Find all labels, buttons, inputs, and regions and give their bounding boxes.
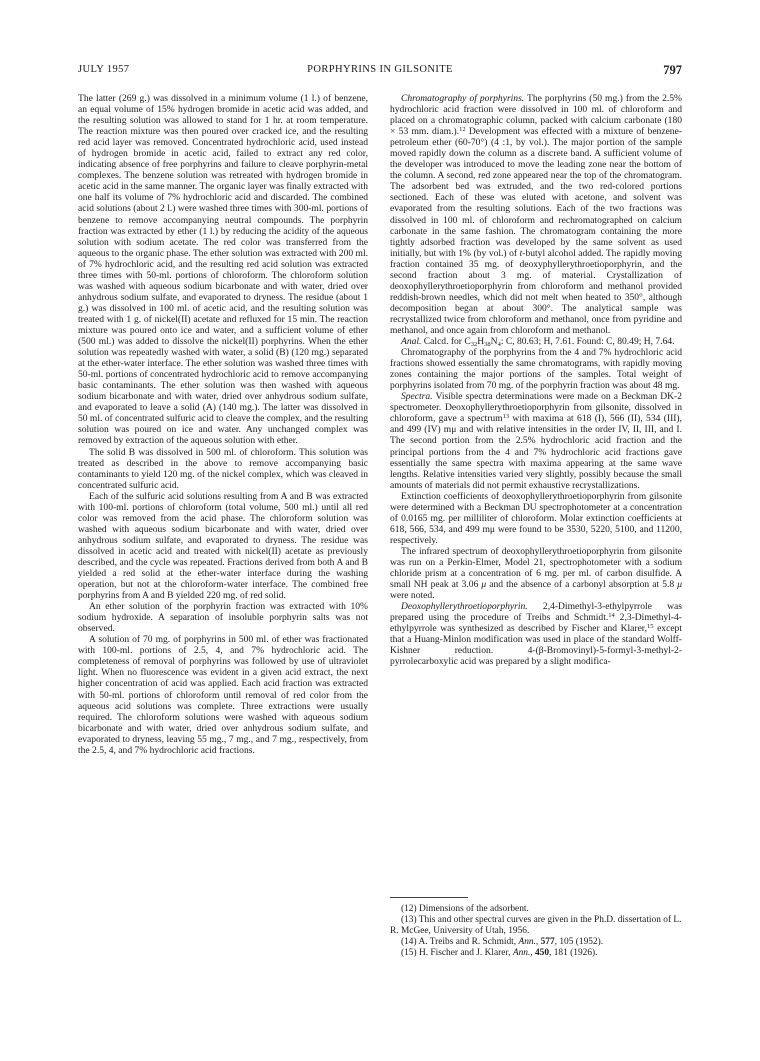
right-column — [390, 93, 682, 667]
running-header — [78, 64, 682, 80]
text-run: : C, 80.63; H, 7.61. Found: C, 80.49; H, 7.64. — [500, 336, 675, 348]
text-run: with maxima at 618 (I), 566 (II), 534 (III), and 499 (IV) mμ and with relative intensities in the order IV, II, III, and I. The second portion from the 2.5% hydrochloric acid fraction and the principal portions from the 4 and 7% hydrochloric acid fractions gave essentially the same spectra with maxima appearing at the same wave lengths. Relative intensities varied very slightly, possibly because the small amounts of materials did not permit exhaustive recrystallizations. — [390, 413, 682, 491]
footnote — [390, 948, 682, 959]
paragraph-synthesis — [390, 601, 682, 667]
text-run: Calcd. for C — [421, 336, 471, 348]
journal-name: Ann. — [512, 948, 531, 958]
text-run: The infrared spectrum of deoxophyllerythroetioporphyrin from gilsonite was run on a Perkin-Elmer, Model 21, spectrophotometer with a sodium chloride prism at a concentration of 6 mg. per ml. of carbon disulfide. A small NH peak at 3.06 — [390, 545, 682, 591]
journal-name: Ann. — [518, 937, 536, 947]
subscript: 4 — [497, 341, 501, 349]
text-run: -butyl alcohol added. The rapidly moving fraction contained 35 mg. of deoxyphyllerythroetioporphyrin, and the second fraction about 3 mg. of material. Crystallization of deoxophyllerythroetioporphyrin from chloroform and methanol provided reddish-brown needles, which did not melt when heated to 350°, although decomposition began at about 300°. The analytical sample was recrystallized twice from chloroform and methanol, once from pyridine and methanol, and once again from chloroform and methanol. — [390, 247, 683, 336]
paragraph: Extinction coefficients of deoxophyllerythroetioporphyrin from gilsonite were determined with a Beckman DU spectrophotometer at a concentration of 0.0165 mg. per milliliter of chloroform. Molar extinction coefficients at 618, 566, 534, and 499 mμ were found to be 3530, 5220, 5100, and 11200, respectively. — [390, 490, 682, 546]
text-run: , 105 (1952). — [554, 937, 604, 947]
footnotes — [390, 904, 682, 959]
text-run: μ — [677, 579, 682, 591]
paragraph: The solid B was dissolved in 500 ml. of chloroform. This solution was treated as described in the above to remove accompanying basic contaminants to yield 120 mg. of the nickel complex, which was cleaved in concentrated sulfuric acid. — [78, 446, 368, 491]
footnote-divider — [390, 897, 468, 898]
text-run: Visible spectra determinations were made on a Beckman DK-2 spectrometer. Deoxophyllerythroetioporphyrin from gilsonite, dissolved in chloroform, gave a spectrum — [390, 391, 682, 425]
issue-date: JULY 1957 — [78, 64, 130, 75]
text-run: were noted. — [390, 590, 435, 602]
text-run: and the absence of a carbonyl absorption at 5.8 — [486, 579, 678, 591]
text-run: Development was effected with a mixture of benzene-petroleum ether (60-70°) (4 :1, by vol.). The major portion of the sample moved rapidly down the column as a discrete band. A sufficient volume of the developer was introduced to move the leading zone near the bottom of the column. A second, red zone appeared near the top of the chromatogram. The adsorbent bed was extruded, and the two red-colored portions sectioned. Each of these was eluted with acetone, and solvent was evaporated from the resulting solutions. Each of the two fractions was dissolved in 100 ml. of chloroform and rechromatographed on calcium carbonate in the same fashion. The chromatogram containing the more tightly adsorbed fraction was developed by the same solvent as used initially, but with 1% (by vol.) of — [390, 126, 682, 259]
paragraph-spectra — [390, 391, 682, 490]
paragraph: Each of the sulfuric acid solutions resulting from A and B was extracted with 100-ml. portions of chloroform (total volume, 500 ml.) until all red color was removed from the acid phase. The chloroform solution was washed with aqueous sodium bicarbonate and with water, dried over anhydrous sodium sulfate, and evaporated to dryness. The residue was dissolved in acetic acid and treated with nickel(II) acetate as previously described, and the cycle was repeated. Fractions derived from both A and B yielded a red solid at the ether-water interface during the washing operation, but not at the chloroform-water interface. The combined free porphyrins from A and B yielded 220 mg. of red solid. — [78, 490, 368, 602]
text-run: except that a Huang-Minlon modification was used in place of the standard Wolff-Kishner reduction. 4-(β-Bromovinyl)-5-formyl-3-methyl-2-pyrrolecarboxylic acid was prepared by a slight modifica- — [390, 623, 682, 668]
page-number: 797 — [663, 63, 682, 77]
text-run: , — [530, 948, 535, 958]
volume-number: 577 — [540, 937, 555, 947]
section-heading: Spectra. — [401, 391, 433, 403]
footnote-ref: 12 — [459, 126, 466, 134]
paragraph-chromatography — [390, 93, 682, 336]
footnote-ref: 15 — [647, 623, 654, 631]
text-run: N — [490, 336, 498, 348]
footnote: (12) Dimensions of the adsorbent. — [401, 904, 529, 914]
text-run: , 181 (1926). — [549, 948, 598, 958]
running-title: PORPHYRINS IN GILSONITE — [307, 64, 453, 75]
text-run: 2,4-Dimethyl-3-ethylpyrrole was prepared using the procedure of Treibs and Schmidt. — [390, 601, 682, 624]
paragraph: Chromatography of the porphyrins from the 4 and 7% hydrochloric acid fractions showed essentially the same chromatograms, with rapidly moving zones containing the major portions of the samples. Total weight of porphyrins isolated from 70 mg. of the porphyrin fraction was about 48 mg. — [390, 347, 682, 392]
text-run: μ — [481, 579, 487, 591]
volume-number: 450 — [534, 948, 550, 958]
text-run: , — [535, 937, 541, 947]
paragraph: An ether solution of the porphyrin fraction was extracted with 10% sodium hydroxide. A separation of insoluble porphyrin salts was not observed. — [78, 601, 368, 635]
text-run: (15) H. Fischer and J. Klarer, — [401, 948, 513, 958]
text-run: H — [477, 336, 485, 348]
section-heading: Deoxophyllerythroetioporphyrin. — [401, 601, 528, 613]
subscript: 32 — [470, 341, 478, 349]
paragraph: A solution of 70 mg. of porphyrins in 500 ml. of ether was fractionated with 100-ml. portions of 2.5, 4, and 7% hydrochloric acid. The completeness of removal of porphyrins was followed by use of ultraviolet light. When no fluorescence was evident in a given acid extract, the next higher concentration of acid was applied. Each acid fraction was extracted with 50-ml. portions of chloroform until removal of red color from the aqueous acid solutions was complete. Three extractions were usually required. The chloroform solutions were washed with aqueous sodium bicarbonate and with water, dried over anhydrous sodium sulfate, and evaporated to dryness, leaving 55 mg., 7 mg., and 7 mg., respectively, from the 2.5, 4, and 7% hydrochloric acid fractions. — [78, 634, 368, 756]
paragraph-analysis — [390, 336, 682, 347]
text-run: The porphyrins (50 mg.) from the 2.5% hydrochloric acid fraction were dissolved in 100 ml. of chloroform and placed on a chromatographic column, packed with calcium carbonate (180 × 53 mm. diam.). — [390, 93, 683, 138]
footnote — [390, 937, 682, 948]
footnote-ref: 13 — [502, 413, 510, 421]
paragraph-infrared — [390, 546, 682, 601]
footnote-ref: 14 — [608, 612, 615, 620]
left-column — [78, 93, 368, 756]
footnote: (13) This and other spectral curves are given in the Ph.D. dissertation of L. R. McGee, University of Utah, 1956. — [390, 915, 682, 936]
text-run: 2,3-Dimethyl-4-ethylpyrrole was synthesized as described by Fischer and Klarer, — [390, 612, 682, 635]
text-run: (14) A. Treibs and R. Schmidt, — [401, 937, 519, 947]
section-heading: Chromatography of porphyrins. — [401, 93, 525, 104]
section-heading: Anal. — [401, 336, 422, 348]
text-run: t — [519, 247, 523, 259]
subscript: 38 — [484, 341, 491, 349]
paragraph: The latter (269 g.) was dissolved in a minimum volume (1 l.) of benzene, an equal volume of 15% hydrogen bromide in acetic acid was added, and the resulting solution was allowed to stand for 1 hr. at room temperature. The reaction mixture was then poured over cracked ice, and the resulting red acid layer was removed. Concentrated hydrochloric acid, used instead of hydrogen bromide in acetic acid, failed to extract any red color, indicating absence of free porphyrins and failure to cleave porphyrin-metal complexes. The benzene solution was retreated with hydrogen bromide in acetic acid in the same manner. The organic layer was finally extracted with one half its volume of 7% hydrochloric acid and discarded. The combined acid solutions (about 2 l.) were washed three times with 300-ml. portions of benzene to remove accompanying neutral compounds. The porphyrin fraction was extracted by ether (1 l.) by reducing the acidity of the aqueous solution with sodium acetate. The red color was transferred from the aqueous to the organic phase. The ether solution was extracted with 200 ml. of 7% hydrochloric acid, and the resulting red acid solution was extracted three times with 50-ml. portions of chloroform. The chloroform solution was washed with aqueous sodium bicarbonate and with water, dried over anhydrous sodium sulfate, and evaporated to dryness. The residue (about 1 g.) was dissolved in 100 ml. of acetic acid, and the resulting solution was treated with 1 g. of nickel(II) acetate and refluxed for 15 min. The reaction mixture was poured onto ice and water, and a sufficient volume of ether (500 ml.) was added to dissolve the nickel(II) porphyrins. When the ether solution was repeatedly washed with water, a solid (B) (120 mg.) separated at the ether-water interface. The ether solution was washed three times with 50-ml. portions of concentrated hydrochloric acid to remove accompanying basic contaminants. The ether solution was then washed with aqueous sodium bicarbonate and with water, dried over anhydrous sodium sulfate, and evaporated to leave a solid (A) (140 mg.). The latter was dissolved in 50 ml. of concentrated sulfuric acid to cleave the complex, and the resulting solution was poured on ice and water. Any unchanged complex was removed by extraction of the aqueous solution with ether. — [78, 93, 369, 447]
